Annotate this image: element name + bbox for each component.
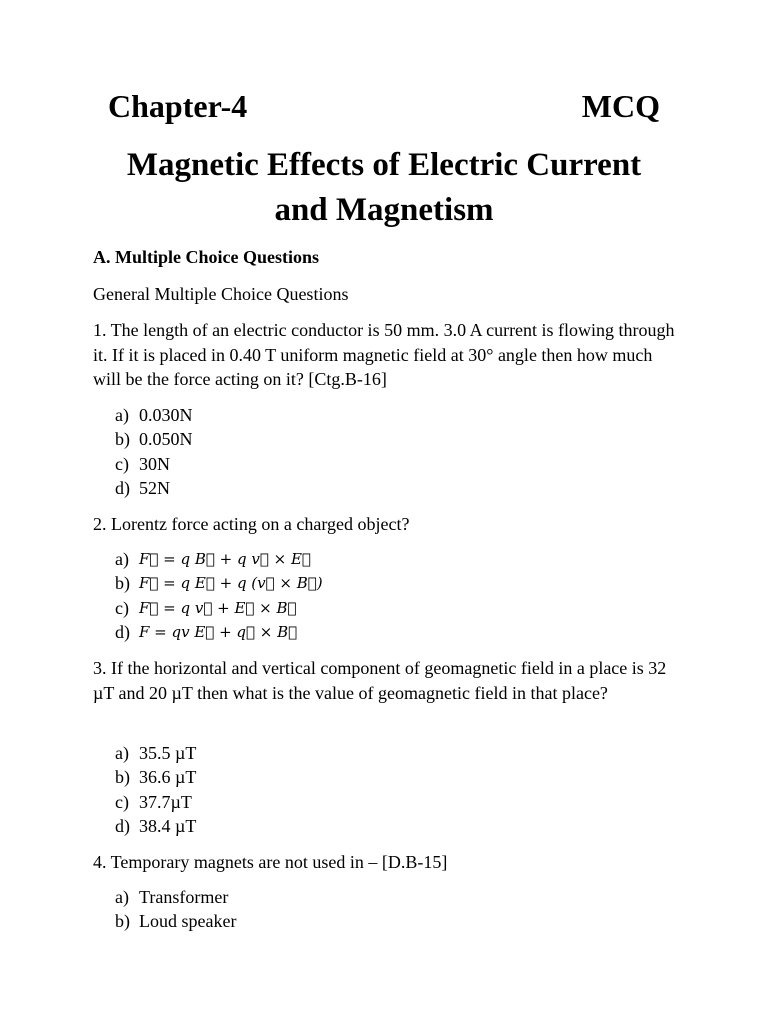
chapter-header (108, 86, 660, 126)
question-2: 2. Lorentz force acting on a charged object? (93, 514, 410, 534)
option-item (115, 909, 236, 933)
option-letter: d) (115, 815, 130, 836)
option-text: 37.7µT (139, 791, 192, 812)
option-text: 35.5 µT (139, 743, 197, 763)
question-1-options (115, 403, 193, 500)
option-text: 36.6 µT (139, 767, 197, 788)
title-line-2: and Magnetism (274, 192, 494, 228)
option-item (115, 620, 323, 644)
option-formula: F⃗ = q E⃗ + q (v⃗ × B⃗) (139, 574, 323, 593)
option-formula: F⃗ = q v⃗ + E⃗ × B⃗ (139, 598, 297, 617)
option-item (115, 885, 236, 909)
option-text: 38.4 µT (139, 815, 197, 836)
option-item (115, 427, 193, 451)
option-formula: F⃗ = q B⃗ + q v⃗ × E⃗ (139, 550, 311, 568)
option-letter: d) (115, 477, 130, 498)
option-letter: a) (115, 743, 129, 763)
option-item (115, 596, 323, 620)
option-letter: b) (115, 429, 130, 450)
option-letter: c) (115, 597, 129, 618)
option-letter: b) (115, 767, 130, 788)
option-text: Loud speaker (139, 911, 237, 932)
option-letter: d) (115, 621, 130, 642)
mcq-label: MCQ (581, 88, 660, 124)
option-item (115, 790, 196, 814)
option-text: 0.050N (139, 429, 193, 450)
question-3: 3. If the horizontal and vertical component of geomagnetic field in a place is 32 µT and 20 µT then what is the value of geomagnetic field in that place? (93, 658, 667, 703)
option-text: 0.030N (139, 405, 193, 425)
option-text: Transformer (139, 887, 229, 907)
option-item (115, 476, 193, 500)
option-letter: c) (115, 791, 129, 812)
option-text: 30N (139, 453, 170, 474)
page-title (93, 143, 675, 233)
sub-heading: General Multiple Choice Questions (93, 284, 349, 304)
title-line-1: Magnetic Effects of Electric Current (126, 147, 642, 183)
option-letter: a) (115, 405, 129, 425)
question-4: 4. Temporary magnets are not used in – [D.B-15] (93, 852, 448, 872)
section-heading: A. Multiple Choice Questions (93, 247, 320, 267)
option-text: 52N (139, 477, 170, 498)
chapter-label: Chapter-4 (108, 88, 248, 124)
question-1: 1. The length of an electric conductor is 50 mm. 3.0 A current is flowing through it. If it is placed in 0.40 T uniform magnetic field at 30° angle then how much will be the force acting on it? [Ctg.B-16] (93, 320, 675, 389)
option-letter: b) (115, 911, 130, 932)
option-item (115, 765, 196, 789)
option-formula: F = qv E⃗ + q⃗ × B⃗ (139, 622, 298, 641)
option-item (115, 814, 196, 838)
option-item (115, 403, 193, 427)
option-item (115, 452, 193, 476)
option-item (115, 571, 323, 595)
option-letter: b) (115, 573, 130, 594)
question-3-options (115, 741, 196, 838)
question-4-options (115, 885, 236, 934)
option-item (115, 547, 323, 571)
option-item (115, 741, 196, 765)
option-letter: a) (115, 887, 129, 907)
question-2-options (115, 547, 323, 644)
option-letter: c) (115, 453, 129, 474)
option-letter: a) (115, 549, 129, 569)
